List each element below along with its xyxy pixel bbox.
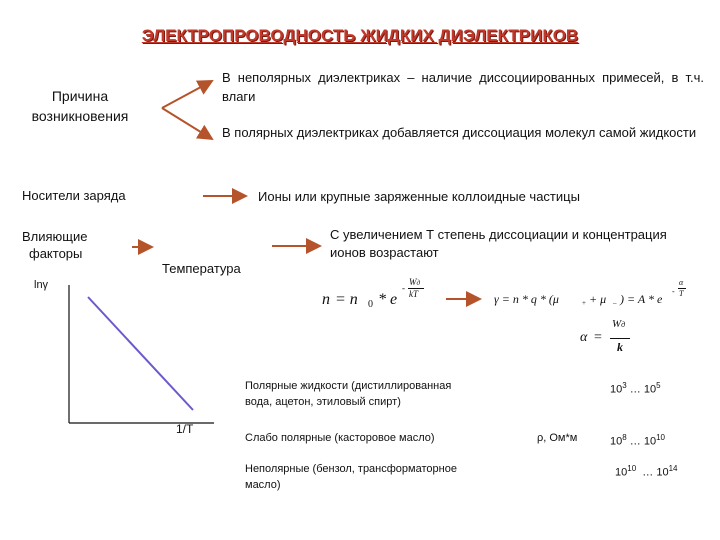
formula-n-sub: 0 bbox=[368, 299, 373, 310]
factors-label bbox=[22, 228, 132, 262]
formula-g-exp-num: α bbox=[679, 278, 684, 287]
formula-alpha-num: Wд bbox=[612, 318, 626, 330]
page-title: ЭЛЕКТРОПРОВОДНОСТЬ ЖИДКИХ ДИЭЛЕКТРИКОВ bbox=[141, 26, 579, 45]
formula-alpha bbox=[580, 318, 640, 358]
resistivity-row-line1: Слабо полярные (касторовое масло) bbox=[245, 432, 435, 444]
resistivity-row bbox=[245, 430, 535, 446]
formula-g-sub-minus: – bbox=[613, 299, 617, 307]
formula-n-exp-minus: - bbox=[402, 283, 405, 293]
formula-n-exp-num: Wд bbox=[409, 277, 421, 287]
cause-polar: В полярных диэлектриках добавляется диссоциация молекул самой жидкости bbox=[222, 125, 697, 140]
formula-g-left: γ = n * q * (μ bbox=[494, 292, 559, 306]
resistivity-row bbox=[245, 378, 535, 410]
formula-conductivity bbox=[494, 278, 694, 314]
resistivity-row-line1: Полярные жидкости (дистиллированная bbox=[245, 380, 452, 392]
cause-nonpolar: В неполярных диэлектриках – наличие диссоциированных примесей, в т.ч. влаги bbox=[222, 70, 704, 104]
cause-arrow-up bbox=[162, 81, 212, 108]
carriers-value: Ионы или крупные заряженные коллоидные частицы bbox=[258, 189, 580, 204]
formula-n-left: n bbox=[322, 291, 330, 308]
resistivity-row-line2: масло) bbox=[245, 479, 281, 491]
cause-label-line2: возникновения bbox=[31, 108, 129, 124]
resistivity-row-line2: вода, ацетон, этиловый спирт) bbox=[245, 396, 401, 408]
formula-alpha-left: α bbox=[580, 330, 588, 345]
formula-alpha-eq: = bbox=[594, 330, 602, 345]
factors-temperature: Температура bbox=[162, 261, 241, 276]
formula-g-sub-plus: + bbox=[582, 299, 586, 307]
formula-n-star: * e bbox=[378, 291, 398, 308]
formula-concentration bbox=[322, 277, 440, 319]
cause-label-line1: Причина bbox=[51, 88, 109, 104]
formula-alpha-bar bbox=[610, 338, 630, 339]
resistivity-range: $10^3$ … $10^5$ bbox=[610, 381, 661, 396]
resistivity-range: $10^8$ … $10^{10}$ bbox=[610, 433, 665, 448]
graph-line bbox=[88, 297, 193, 410]
factors-label-line1: Влияющие bbox=[22, 229, 88, 244]
formula-g-mid: + μ bbox=[589, 292, 607, 306]
resistivity-row bbox=[245, 461, 535, 493]
factors-label-line2: факторы bbox=[29, 246, 83, 261]
resistivity-row-line1: Неполярные (бензол, трансформаторное bbox=[245, 463, 457, 475]
graph-x-label: 1/T bbox=[176, 422, 194, 436]
formula-alpha-den: k bbox=[617, 340, 623, 354]
formula-n-eq: = n bbox=[335, 291, 358, 308]
formula-g-right: ) = A * e bbox=[620, 292, 663, 306]
formula-g-exp-minus: - bbox=[672, 287, 675, 296]
carriers-label: Носители заряда bbox=[22, 188, 126, 203]
formula-g-exp-den: T bbox=[679, 289, 684, 298]
graph-y-label: lnγ bbox=[34, 279, 49, 291]
resistivity-range: $10^{10}$ … $10^{14}$ bbox=[615, 464, 678, 479]
factors-effect: С увеличением Т степень диссоциации и концентрация ионов возрастают bbox=[330, 227, 667, 260]
resistivity-unit: ρ, Ом*м bbox=[537, 432, 578, 444]
cause-label bbox=[20, 86, 140, 126]
formula-n-exp-den: kT bbox=[409, 289, 418, 299]
cause-arrow-down bbox=[162, 108, 212, 139]
